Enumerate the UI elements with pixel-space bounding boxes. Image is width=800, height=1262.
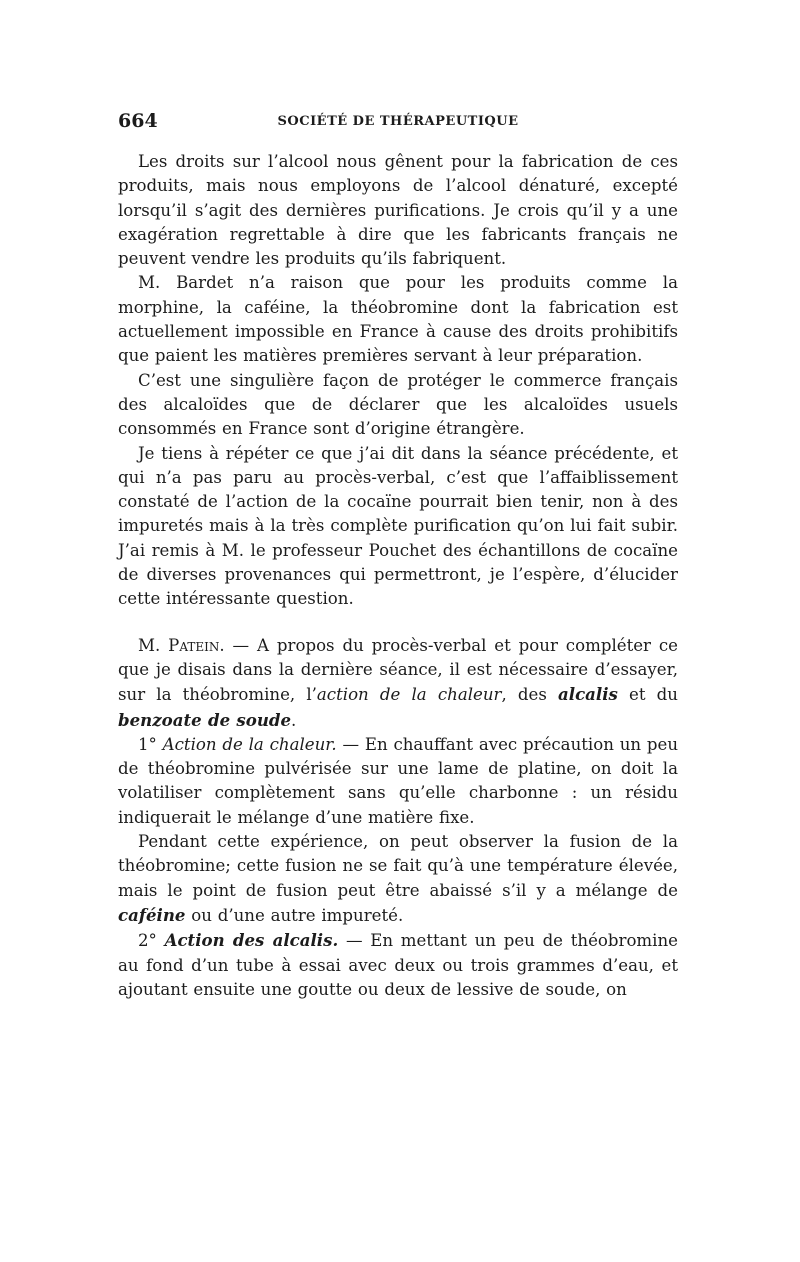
paragraph-6-text: — En chauffant avec précaution un peu de théobromine pulvérisée sur une lame de platine, on doit la volatiliser complètement sans qu’elle charbonne : un résidu indiquerait le mélange d’une matière fixe.	[118, 734, 679, 827]
emphasis-alcalis: alcalis	[558, 684, 618, 705]
paragraph-5-text-a: . — A propos du procès-verbal et pour compléter ce que je disais dans la dernière séance, il est nécessaire d’essayer, sur la théobromine, l’	[118, 635, 679, 705]
paragraph-8-text: — En mettant un peu de théobromine au fond d’un tube à essai avec deux ou trois grammes d’eau, et ajoutant ensuite une goutte ou deux de lessive de soude, on	[118, 931, 678, 999]
section-number-2: 2°	[138, 931, 165, 951]
section-heading-chaleur: Action de la chaleur.	[162, 734, 337, 754]
emphasis-benzoate: benzoate de soude	[118, 709, 292, 730]
page-number: 664	[118, 110, 158, 132]
emphasis-action-chaleur: action de la chaleur	[316, 685, 502, 705]
paragraph-1: Les droits sur l’alcool nous gênent pour la fabrication de ces produits, mais nous employons de l’alcool dénaturé, excepté lorsqu’il s’agit des dernières purifications. Je crois qu’il y a une exagération regrettable à dire que les fabricants français ne peuvent vendre les produits qu’ils fabriquent.	[118, 152, 678, 269]
paragraph-7	[118, 830, 678, 928]
document-page	[118, 106, 678, 1002]
paragraph-7-text-a: Pendant cette expérience, on peut observer la fusion de la théobromine; cette fusion ne se fait qu’à une température élevée, mais le point de fusion peut être abaissé s’il y a mélange de	[118, 832, 678, 900]
paragraph-5-text-b: , des	[501, 685, 559, 705]
paragraph-6	[118, 733, 678, 830]
speaker-name: Patein	[168, 635, 220, 655]
emphasis-cafeine: caféine	[118, 904, 186, 925]
paragraph-2: M. Bardet n’a raison que pour les produits comme la morphine, la caféine, la théobromine dont la fabrication est actuellement impossible en France à cause des droits prohibitifs que paient les matières premières servant à leur préparation.	[118, 273, 678, 366]
paragraph-5-text-d: .	[291, 710, 297, 730]
section-number-1: 1°	[138, 734, 163, 754]
running-header	[118, 106, 678, 136]
section-heading-alcalis: Action des alcalis.	[164, 930, 339, 951]
paragraph-5	[118, 634, 678, 733]
body-text	[118, 150, 678, 1002]
paragraph-8	[118, 928, 678, 1002]
speaker-prefix: M.	[138, 635, 169, 655]
running-title: SOCIÉTÉ DE THÉRAPEUTIQUE	[277, 114, 519, 129]
paragraph-7-text-b: ou d’une autre impureté.	[185, 905, 404, 925]
paragraph-4: Je tiens à répéter ce que j’ai dit dans la séance précédente, et qui n’a pas paru au procès-verbal, c’est que l’affaiblissement constaté de l’action de la cocaïne pourrait bien tenir, non à des impuretés mais à la très complète purification qu’on lui fait subir. J’ai remis à M. le professeur Pouchet des échantillons de cocaïne de diverses provenances qui permettront, je l’espère, d’élucider cette intéressante question.	[118, 443, 678, 609]
paragraph-5-text-c: et du	[617, 685, 678, 705]
paragraph-3: C’est une singulière façon de protéger le commerce français des alcaloïdes que de déclarer que les alcaloïdes usuels consommés en France sont d’origine étrangère.	[118, 370, 678, 439]
